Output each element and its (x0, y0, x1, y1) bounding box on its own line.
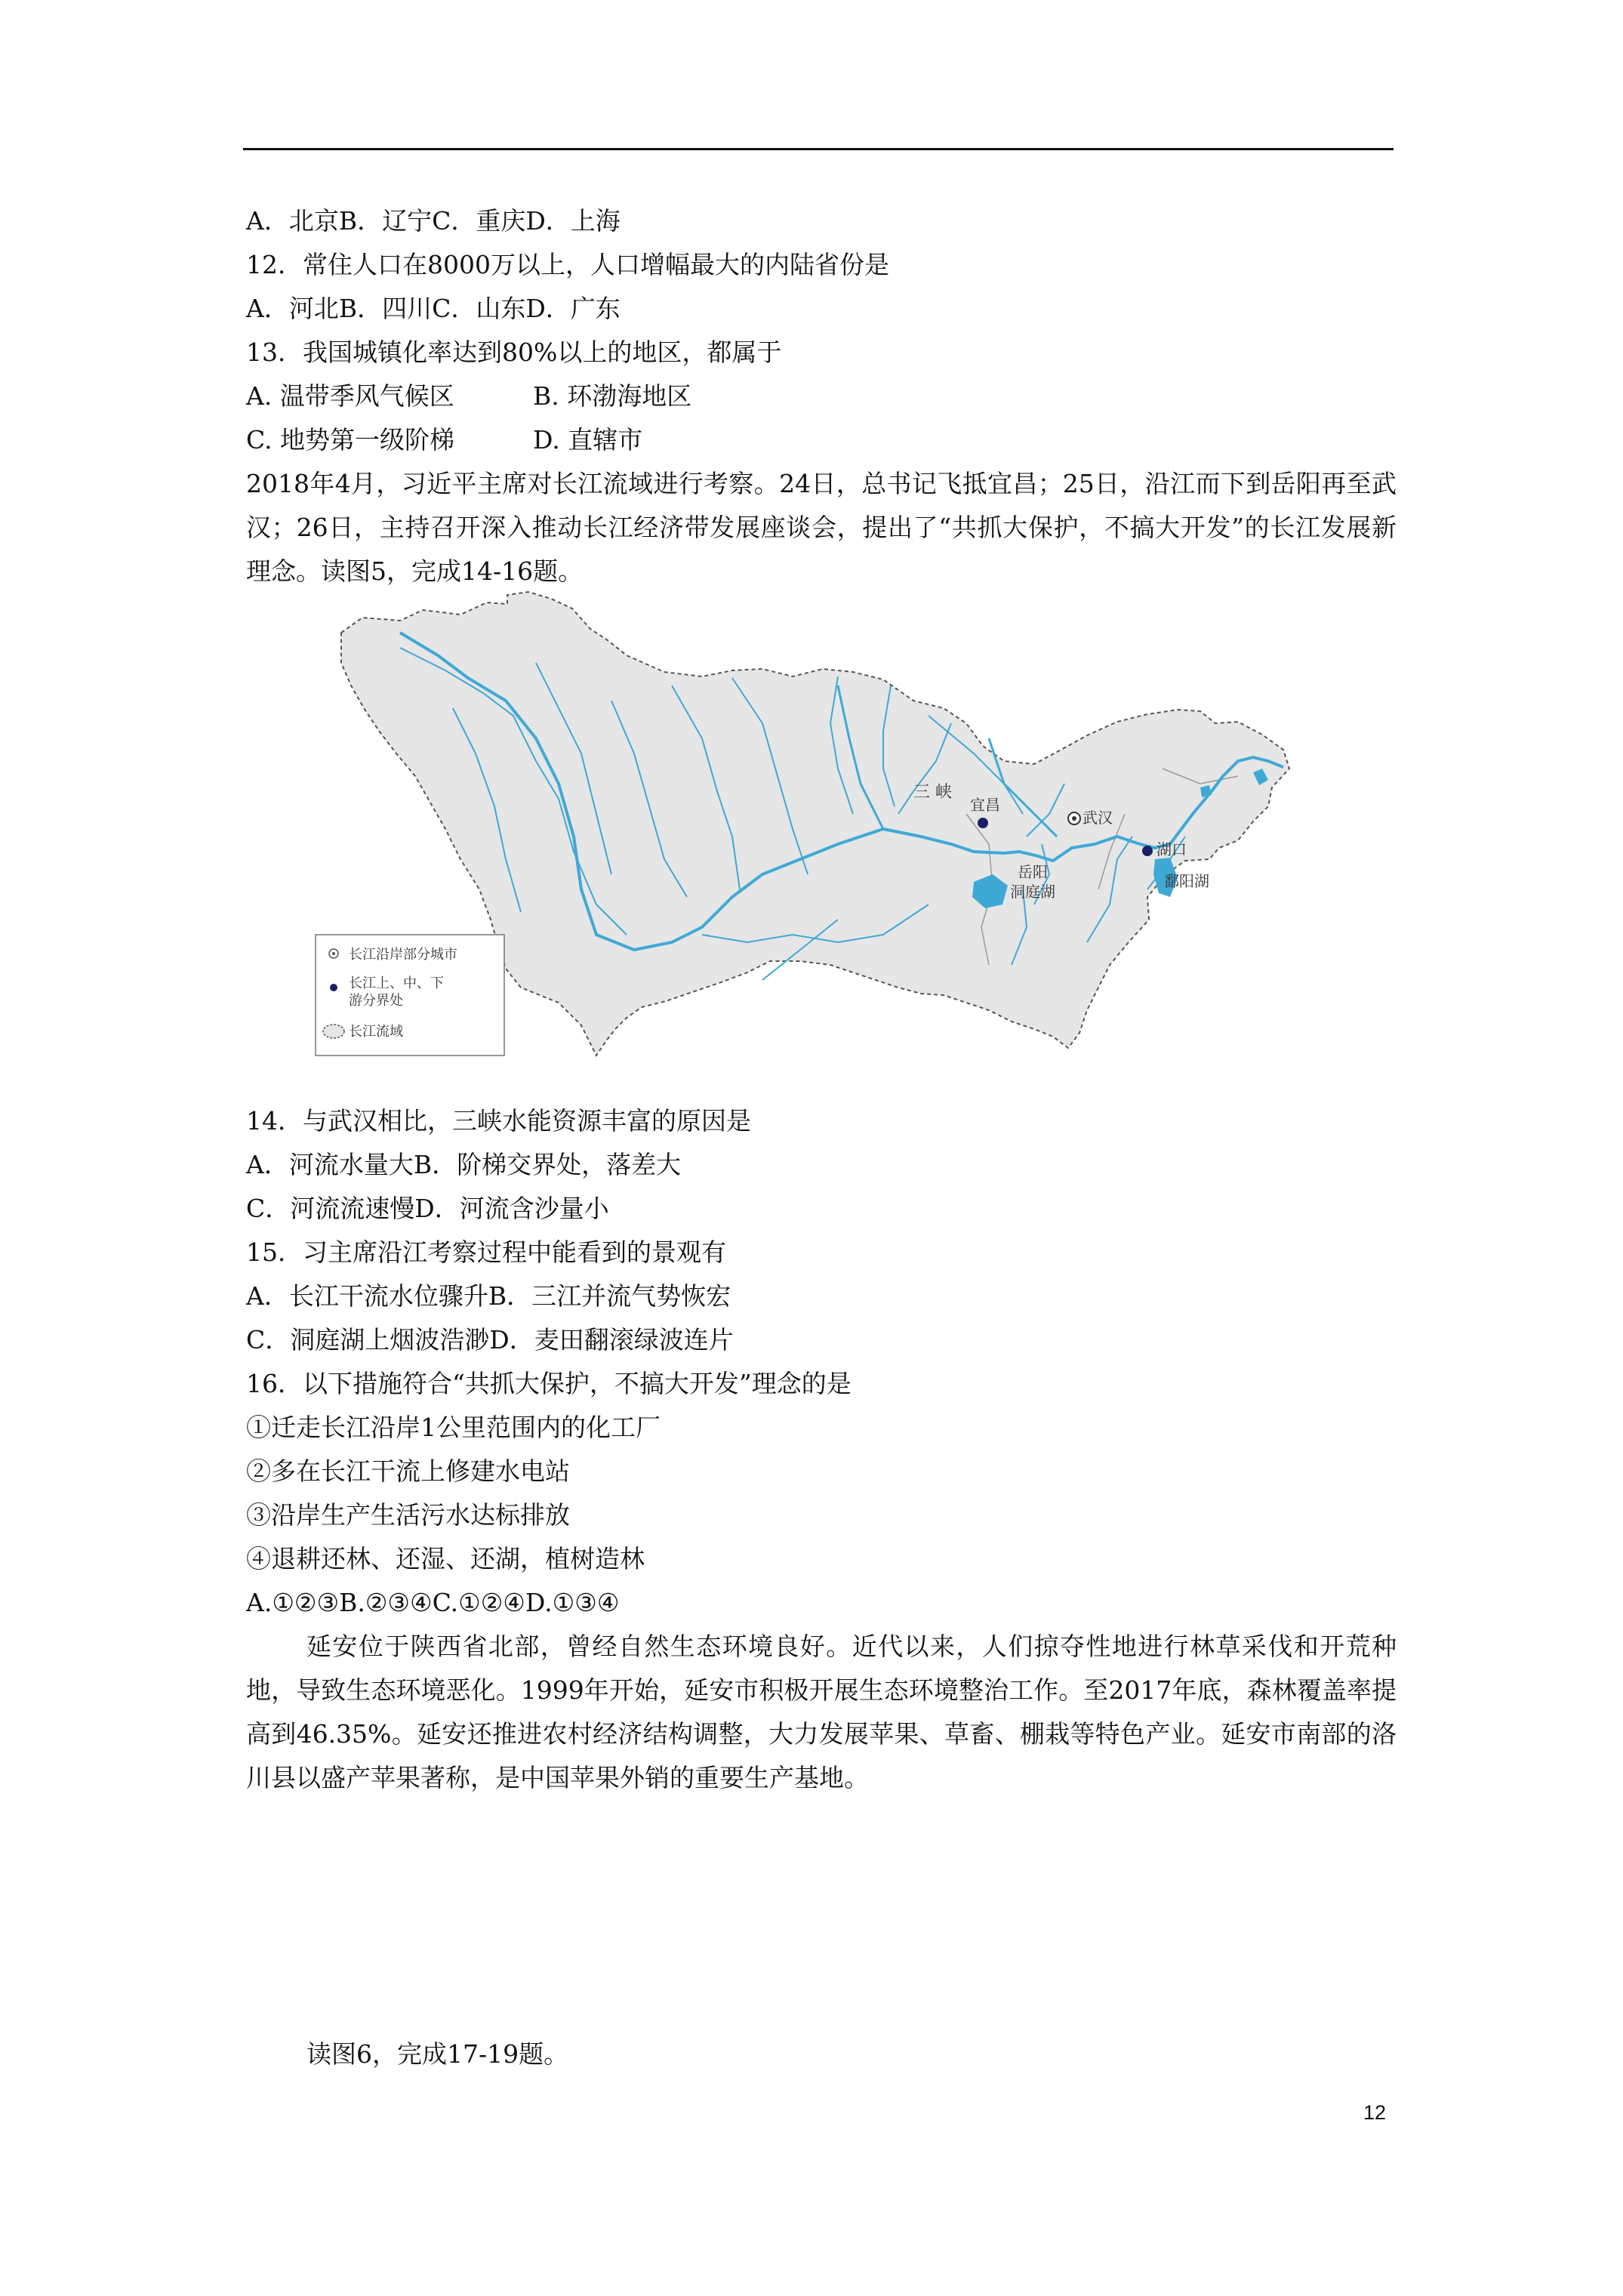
q15-options-ab: A．长江干流水位骤升B．三江并流气势恢宏 (246, 1281, 731, 1311)
q13-options-row1 (246, 374, 1397, 418)
q13-options-row2 (246, 418, 1397, 462)
legend-boundary-label-2: 游分界处 (349, 993, 403, 1009)
map-legend (316, 935, 504, 1056)
q14-options-cd: C．河流流速慢D．河流含沙量小 (246, 1194, 609, 1223)
wuhan-marker-inner (1072, 816, 1076, 821)
label-poyanghu: 鄱阳湖 (1164, 872, 1209, 890)
legend-boundary-icon (330, 984, 337, 991)
q16-options: A.①②③B.②③④C.①②④D.①③④ (246, 1588, 620, 1617)
q16-item-3: ③沿岸生产生活污水达标排放 (246, 1500, 570, 1530)
label-yueyang: 岳阳 (1018, 863, 1048, 881)
q15-stem: 15．习主席沿江考察过程中能看到的景观有 (246, 1237, 726, 1267)
label-hukou: 湖口 (1156, 840, 1187, 858)
hukou-dot (1142, 846, 1153, 856)
closing-line: 读图6，完成17-19题。 (306, 2039, 569, 2069)
q14-options-ab: A．河流水量大B．阶梯交界处，落差大 (246, 1150, 682, 1179)
legend-boundary-label-1: 长江上、中、下 (349, 975, 444, 991)
q13-option-d: D. 直辖市 (533, 425, 643, 455)
q15-options-cd: C．洞庭湖上烟波浩渺D．麦田翻滚绿波连片 (246, 1325, 734, 1354)
header-rule (243, 148, 1394, 150)
q13-option-c: C. 地势第一级阶梯 (246, 425, 455, 455)
questions-11-13 (246, 199, 1397, 593)
q16-stem: 16．以下措施符合“共抓大保护，不搞大开发”理念的是 (246, 1369, 852, 1398)
yangtze-basin-map (310, 587, 1330, 1063)
legend-basin-label: 长江流域 (349, 1024, 403, 1040)
questions-14-16 (246, 1099, 1397, 1800)
q16-item-4: ④退耕还林、还湿、还湖，植树造林 (246, 1544, 645, 1573)
q16-item-1: ①迁走长江沿岸1公里范围内的化工厂 (246, 1413, 661, 1442)
q16-item-2: ②多在长江干流上修建水电站 (246, 1456, 570, 1486)
yichang-dot (978, 818, 988, 828)
q13-option-a: A. 温带季风气候区 (246, 381, 454, 411)
q12-options: A．河北B．四川C．山东D．广东 (246, 294, 621, 323)
q11-options: A．北京B．辽宁C．重庆D．上海 (246, 206, 621, 236)
q12-stem: 12．常住人口在8000万以上，人口增幅最大的内陆省份是 (246, 250, 889, 279)
label-yichang: 宜昌 (970, 796, 1000, 814)
intro-paragraph: 2018年4月，习近平主席对长江流域进行考察。24日，总书记飞抵宜昌；25日，沿江而下到岳阳再至武汉；26日，主持召开深入推动长江经济带发展座谈会，提出了“共抓大保护，不搞大开发”的长江发展新理念。读图5，完成14-16题。 (246, 469, 1397, 586)
q13-stem: 13．我国城镇化率达到80%以上的地区，都属于 (246, 337, 782, 367)
label-wuhan: 武汉 (1083, 809, 1113, 827)
legend-city-label: 长江沿岸部分城市 (349, 947, 457, 963)
label-sanxia: 三 峡 (913, 783, 952, 802)
q13-option-b: B. 环渤海地区 (533, 381, 692, 411)
closing-block (246, 2032, 1397, 2076)
yanan-paragraph: 延安位于陕西省北部，曾经自然生态环境良好。近代以来，人们掠夺性地进行林草采伐和开荒种地，导致生态环境恶化。1999年开始，延安市积极开展生态环境整治工作。至2017年底，森林覆盖率提高到46.35%。延安还推进农村经济结构调整，大力发展苹果、草畜、棚栽等特色产业。延安市南部的洛川县以盛产苹果著称，是中国苹果外销的重要生产基地。 (246, 1632, 1397, 1792)
page-number: 12 (1363, 2101, 1387, 2124)
legend-basin-icon (323, 1025, 344, 1038)
label-dongtinghu: 洞庭湖 (1010, 883, 1055, 901)
q14-stem: 14．与武汉相比，三峡水能资源丰富的原因是 (246, 1106, 751, 1136)
